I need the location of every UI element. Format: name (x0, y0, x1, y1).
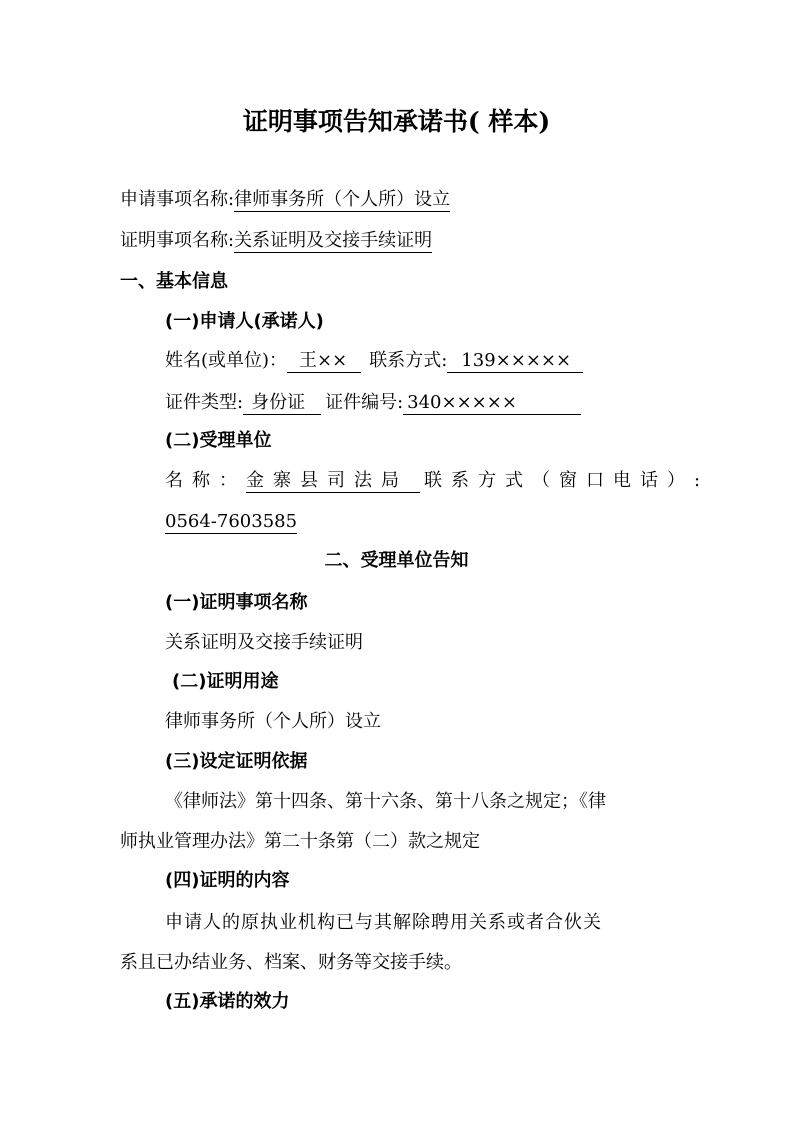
cert-item-line (120, 229, 432, 253)
acceptor-name-value: 金寨县司法局 (246, 470, 420, 493)
item2-text: 律师事务所（个人所）设立 (165, 711, 381, 732)
item3-text-line1: 《律师法》第十四条、第十六条、第十八条之规定；《律 (165, 791, 606, 812)
id-no-value: 340××××× (403, 392, 581, 415)
name-label: 姓名(或单位)： (165, 350, 288, 371)
acceptor-name-label: 名称： (165, 470, 246, 491)
apply-item-label: 申请事项名称: (120, 189, 235, 210)
section2-heading: 二、受理单位告知 (324, 550, 469, 571)
applicant-heading: (一)申请人(承诺人) (165, 311, 324, 332)
item3-text-line2: 师执业管理办法》第二十条第（二）款之规定 (120, 831, 480, 852)
item4-text-line2: 系且已办结业务、档案、财务等交接手续。 (120, 952, 462, 973)
acceptor-phone: 0564-7603585 (165, 511, 298, 532)
contact-label: 联系方式: (369, 350, 448, 371)
item3-heading: (三)设定证明依据 (165, 751, 308, 772)
item5-heading: (五)承诺的效力 (165, 991, 290, 1012)
acceptor-line (165, 469, 709, 493)
contact-value: 139××××× (447, 350, 583, 373)
cert-item-label: 证明事项名称: (120, 230, 235, 251)
acceptor-phone-line (165, 510, 297, 534)
cert-item-value: 关系证明及交接手续证明 (234, 230, 433, 251)
document-title: 证明事项告知承诺书( 样本) (242, 107, 551, 136)
item4-heading: (四)证明的内容 (165, 870, 290, 891)
item4-text-line1: 申请人的原执业机构已与其解除聘用关系或者合伙关 (165, 912, 602, 933)
id-type-value: 身份证 (243, 392, 321, 415)
apply-item-value: 律师事务所（个人所）设立 (234, 189, 451, 210)
item1-text: 关系证明及交接手续证明 (165, 632, 363, 653)
apply-item-line (120, 188, 450, 212)
applicant-id-line (165, 391, 581, 415)
acceptor-contact-label: 联系方式（窗口电话）: (424, 470, 710, 491)
name-value: 王×× (287, 350, 361, 373)
acceptor-heading: (二)受理单位 (165, 430, 272, 451)
item2-heading: (二)证明用途 (172, 671, 279, 692)
section1-heading: 一、基本信息 (120, 271, 228, 292)
id-type-label: 证件类型: (165, 392, 244, 413)
item1-heading: (一)证明事项名称 (165, 592, 308, 613)
id-no-label: 证件编号: (325, 392, 404, 413)
applicant-name-line (165, 349, 583, 373)
